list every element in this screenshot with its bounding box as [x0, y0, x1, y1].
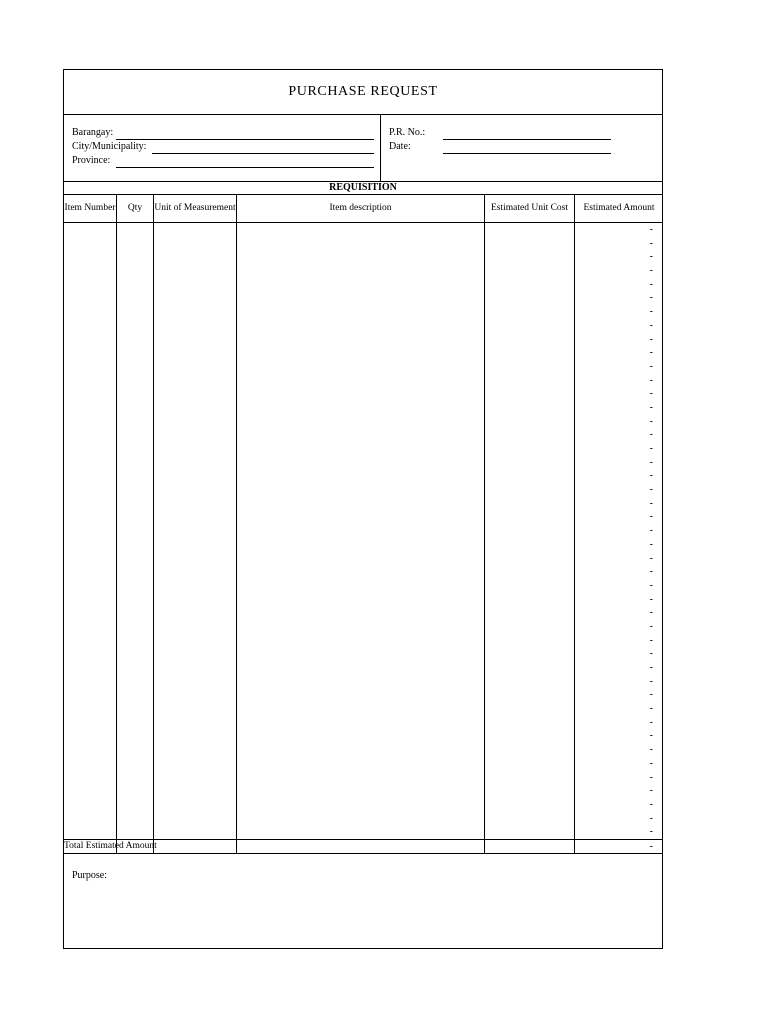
purpose-label: Purpose:: [72, 870, 107, 881]
amount-cell: -: [649, 360, 653, 372]
amount-cell: -: [649, 237, 653, 249]
column-divider: [236, 194, 237, 854]
requisition-heading: REQUISITION: [64, 181, 662, 195]
column-divider: [484, 194, 485, 854]
amount-cell: -: [649, 593, 653, 605]
column-divider: [116, 194, 117, 854]
amount-cell: -: [649, 347, 653, 359]
amount-cell: -: [649, 388, 653, 400]
requisition-table: [64, 194, 662, 854]
amount-cell: -: [649, 607, 653, 619]
amount-cell: -: [649, 662, 653, 673]
amount-cell: -: [649, 374, 653, 386]
date-label: Date:: [389, 141, 411, 152]
header-item-number: Item Number: [64, 203, 116, 213]
amount-cell: -: [649, 443, 653, 454]
province-field[interactable]: [116, 167, 374, 168]
amount-cell: -: [649, 401, 653, 413]
amount-cell: -: [649, 648, 653, 660]
amount-cell: -: [649, 675, 653, 687]
amount-cell: -: [649, 470, 653, 482]
amount-cell: -: [649, 566, 653, 578]
amount-cell: -: [649, 511, 653, 523]
barangay-field[interactable]: [116, 139, 374, 140]
amount-cell: -: [649, 634, 653, 646]
header-amount: Estimated Amount: [583, 203, 655, 213]
amount-cell: -: [649, 689, 653, 701]
amount-cell: -: [649, 497, 653, 509]
amount-cell: -: [649, 812, 653, 824]
amount-cell: -: [649, 744, 653, 756]
province-label: Province:: [72, 155, 111, 166]
form-title: PURCHASE REQUEST: [64, 70, 662, 115]
amount-cell: -: [649, 333, 653, 345]
amount-cell: -: [649, 251, 653, 263]
total-label: Total Estimated Amount: [64, 841, 157, 851]
date-field[interactable]: [443, 153, 611, 154]
amount-cell: -: [649, 730, 653, 742]
reference-fields: [380, 114, 662, 181]
amount-cell: -: [649, 703, 653, 715]
column-divider: [484, 840, 485, 853]
amount-cell: -: [649, 538, 653, 550]
amount-cell: -: [649, 798, 653, 810]
barangay-label: Barangay:: [72, 127, 114, 138]
amount-cell: -: [649, 620, 653, 632]
amount-cell: -: [649, 771, 653, 783]
amount-cell: -: [649, 716, 653, 728]
amount-cell: -: [649, 552, 653, 564]
amount-cell: -: [649, 415, 653, 427]
total-row: [64, 839, 662, 854]
amount-cell: -: [649, 265, 653, 277]
header-unit-cost: Estimated Unit Cost: [490, 203, 569, 213]
purchase-request-form: [63, 69, 663, 949]
city-field[interactable]: [152, 153, 374, 154]
amount-cell: -: [649, 826, 653, 838]
amount-cell: -: [649, 785, 653, 797]
pr-no-field[interactable]: [443, 139, 611, 140]
location-fields: [64, 114, 381, 181]
header-info-section: [64, 114, 662, 182]
header-unit: Unit of Measurement: [154, 203, 236, 213]
amount-cell: -: [649, 579, 653, 591]
amount-cell: -: [649, 224, 653, 235]
pr-no-label: P.R. No.:: [389, 127, 426, 138]
city-label: City/Municipality:: [72, 141, 147, 152]
amount-values-column: [643, 223, 653, 839]
amount-cell: -: [649, 278, 653, 290]
amount-cell: -: [649, 456, 653, 468]
amount-cell: -: [649, 525, 653, 537]
header-qty: Qty: [127, 203, 143, 213]
amount-cell: -: [649, 292, 653, 304]
header-description: Item description: [329, 203, 392, 213]
column-divider: [153, 194, 154, 854]
amount-cell: -: [649, 757, 653, 769]
amount-cell: -: [649, 484, 653, 496]
amount-cell: -: [649, 319, 653, 331]
amount-cell: -: [649, 306, 653, 318]
column-divider: [574, 194, 575, 854]
total-value: -: [649, 841, 653, 852]
amount-cell: -: [649, 429, 653, 441]
